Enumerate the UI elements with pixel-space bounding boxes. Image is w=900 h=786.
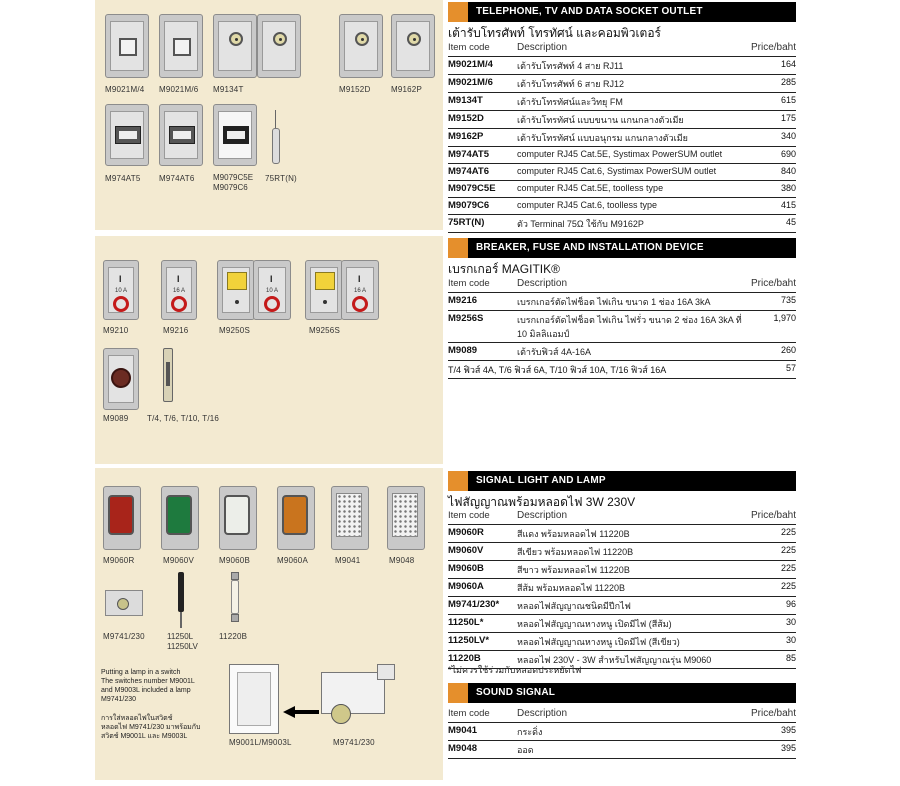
cell-price: 260	[744, 342, 796, 360]
m9089-caption: M9089	[103, 414, 129, 423]
column-header-desc: Description	[517, 40, 744, 56]
cell-price: 45	[744, 214, 796, 232]
cell-desc: กระดิ่ง	[517, 722, 744, 740]
lamp-note-thai: การใส่หลอดไฟในสวิตช์ หลอดไฟ M9741/230 มาพร้อมกับ สวิตช์ M9001L และ M9003L	[101, 715, 201, 740]
m9060a-caption: M9060A	[277, 556, 308, 565]
m974at5-caption: M974AT5	[105, 174, 141, 183]
m9048-caption: M9048	[389, 556, 415, 565]
table-row	[448, 146, 796, 163]
m9021m4-socket-image	[105, 14, 149, 78]
column-header-price: Price/baht	[744, 706, 796, 722]
lamp-11220b-caption: 11220B	[219, 632, 248, 641]
cell-code: M9021M/4	[448, 56, 517, 74]
cell-code: 75RT(N)	[448, 214, 517, 232]
telephone-section-title: TELEPHONE, TV AND DATA SOCKET OUTLET	[476, 6, 703, 17]
column-header-desc: Description	[517, 508, 744, 524]
m9216-caption: M9216	[163, 326, 189, 335]
cell-desc: หลอดไฟสัญญาณชนิดมีปีกไฟ	[517, 596, 744, 614]
table-row	[448, 310, 796, 342]
table-header-row	[448, 508, 796, 524]
table-header-row	[448, 276, 796, 292]
column-header-code: Item code	[448, 276, 517, 292]
m9134t-socket-image	[213, 14, 301, 78]
column-header-price: Price/baht	[744, 40, 796, 56]
cell-price: 30	[744, 614, 796, 632]
lamp-11220b-image	[229, 572, 241, 624]
m9001l-caption: M9001L/M9003L	[229, 738, 292, 747]
sound-price-table	[448, 706, 796, 759]
signal-subtitle: ไฟสัญญาณพร้อมหลอดไฟ 3W 230V	[448, 495, 636, 509]
m9021m6-socket-image	[159, 14, 203, 78]
accent-tab	[448, 683, 468, 703]
cell-code: M974AT6	[448, 163, 517, 180]
fuse-row-price: 57	[744, 360, 796, 378]
terminal-75rt-image	[271, 110, 281, 166]
accent-tab	[448, 471, 468, 491]
signal-section-title: SIGNAL LIGHT AND LAMP	[476, 475, 606, 486]
cell-code: M9060V	[448, 542, 517, 560]
cell-desc: computer RJ45 Cat.6, Systimax PowerSUM outlet	[517, 163, 744, 180]
column-header-code: Item code	[448, 508, 517, 524]
cell-code: M9162P	[448, 128, 517, 146]
m9060b-caption: M9060B	[219, 556, 250, 565]
table-row	[448, 740, 796, 758]
cell-desc: ตัว Terminal 75Ω ใช้กับ M9162P	[517, 214, 744, 232]
m9250s-breaker-image: I 10 A	[217, 260, 293, 320]
cell-price: 175	[744, 110, 796, 128]
table-row	[448, 74, 796, 92]
table-row	[448, 560, 796, 578]
breaker-subtitle: เบรกเกอร์ MAGITIK®	[448, 262, 560, 276]
cell-code: M9152D	[448, 110, 517, 128]
cell-code: M9048	[448, 740, 517, 758]
m9060r-caption: M9060R	[103, 556, 135, 565]
cell-desc: เต้ารับโทรทัศน์และวิทยุ FM	[517, 92, 744, 110]
table-row	[448, 163, 796, 180]
m9021m6-caption: M9021M/6	[159, 85, 199, 94]
cell-desc: สีแดง พร้อมหลอดไฟ 11220B	[517, 524, 744, 542]
table-row	[448, 578, 796, 596]
m9741-lamp-image	[105, 586, 145, 620]
cell-code: M9060B	[448, 560, 517, 578]
cell-desc: เต้ารับฟิวส์ 4A-16A	[517, 342, 744, 360]
m9162p-socket-image	[391, 14, 435, 78]
cell-desc: computer RJ45 Cat.6, toolless type	[517, 197, 744, 214]
table-row	[448, 524, 796, 542]
cell-price: 340	[744, 128, 796, 146]
cell-price: 735	[744, 292, 796, 310]
m9152d-socket-image	[339, 14, 383, 78]
m9060b-lamp-image	[219, 486, 257, 550]
cell-code: M9741/230*	[448, 596, 517, 614]
table-header-row	[448, 40, 796, 56]
m9250s-caption: M9250S	[219, 326, 250, 335]
m974at5-socket-image	[105, 104, 149, 166]
cell-desc: เต้ารับโทรทัศน์ แบบอนุกรม แกนกลางตัวเมีย	[517, 128, 744, 146]
lamp-11250-image	[175, 572, 187, 628]
table-row	[448, 722, 796, 740]
cell-price: 380	[744, 180, 796, 197]
sound-section-header	[448, 683, 796, 703]
m9152d-caption: M9152D	[339, 85, 371, 94]
signal-section-header	[448, 471, 796, 491]
cell-code: 11220B	[448, 650, 517, 668]
cell-desc: computer RJ45 Cat.5E, Systimax PowerSUM outlet	[517, 146, 744, 163]
cell-desc: สีขาว พร้อมหลอดไฟ 11220B	[517, 560, 744, 578]
fuse-row-text: T/4 ฟิวส์ 4A, T/6 ฟิวส์ 6A, T/10 ฟิวส์ 10A, T/16 ฟิวส์ 16A	[448, 360, 744, 378]
m9060v-caption: M9060V	[163, 556, 194, 565]
column-header-price: Price/baht	[744, 276, 796, 292]
cell-price: 225	[744, 542, 796, 560]
table-row	[448, 542, 796, 560]
table-row	[448, 342, 796, 360]
table-row	[448, 92, 796, 110]
cell-price: 30	[744, 632, 796, 650]
table-row	[448, 110, 796, 128]
telephone-subtitle: เต้ารับโทรศัพท์ โทรทัศน์ และคอมพิวเตอร์	[448, 26, 662, 40]
cell-code: M9089	[448, 342, 517, 360]
table-row	[448, 197, 796, 214]
cell-price: 690	[744, 146, 796, 163]
column-header-price: Price/baht	[744, 508, 796, 524]
cell-code: M9021M/6	[448, 74, 517, 92]
insert-arrow-icon	[283, 706, 319, 718]
terminal-75rt-caption: 75RT(N)	[265, 174, 297, 183]
table-row	[448, 596, 796, 614]
m9162p-caption: M9162P	[391, 85, 422, 94]
m9741-insertion-diagram	[321, 664, 397, 734]
m9079-socket-image	[213, 104, 257, 166]
cell-desc: สีเขียว พร้อมหลอดไฟ 11220B	[517, 542, 744, 560]
cell-code: M9060R	[448, 524, 517, 542]
table-row	[448, 56, 796, 74]
cell-desc: เบรกเกอร์ตัดไฟช็อต ไฟเกิน ขนาด 1 ช่อง 16A 3kA	[517, 292, 744, 310]
m9210-caption: M9210	[103, 326, 129, 335]
column-header-code: Item code	[448, 40, 517, 56]
table-row	[448, 214, 796, 232]
fuse-cartridge-image	[161, 348, 175, 404]
table-row	[448, 128, 796, 146]
cell-price: 225	[744, 524, 796, 542]
column-header-desc: Description	[517, 706, 744, 722]
cell-code: M9256S	[448, 310, 517, 342]
m9741-diagram-caption: M9741/230	[333, 738, 375, 747]
m9060a-lamp-image	[277, 486, 315, 550]
table-row	[448, 180, 796, 197]
cell-code: M9079C5E	[448, 180, 517, 197]
fuse-row	[448, 360, 796, 378]
cell-desc: เต้ารับโทรศัพท์ 6 สาย RJ12	[517, 74, 744, 92]
cell-desc: เต้ารับโทรทัศน์ แบบขนาน แกนกลางตัวเมีย	[517, 110, 744, 128]
cell-code: M9041	[448, 722, 517, 740]
cell-code: M9060A	[448, 578, 517, 596]
cell-desc: ออด	[517, 740, 744, 758]
telephone-image-panel	[95, 0, 443, 230]
breaker-price-table	[448, 276, 796, 379]
lamp-11250-caption: 11250L 11250LV	[167, 632, 198, 651]
fuses-caption: T/4, T/6, T/10, T/16	[147, 414, 220, 423]
m9134t-caption: M9134T	[213, 85, 244, 94]
cell-price: 615	[744, 92, 796, 110]
cell-price: 285	[744, 74, 796, 92]
m974at6-socket-image	[159, 104, 203, 166]
table-row	[448, 614, 796, 632]
cell-code: 11250LV*	[448, 632, 517, 650]
cell-desc: เต้ารับโทรศัพท์ 4 สาย RJ11	[517, 56, 744, 74]
column-header-desc: Description	[517, 276, 744, 292]
cell-desc: หลอดไฟ 230V - 3W สำหรับไฟสัญญาณรุ่น M9060	[517, 650, 744, 668]
m9741-caption: M9741/230	[103, 632, 145, 641]
cell-desc: computer RJ45 Cat.5E, toolless type	[517, 180, 744, 197]
cell-code: M9216	[448, 292, 517, 310]
cell-desc: เบรกเกอร์ตัดไฟช็อต ไฟเกิน ไฟรั่ว ขนาด 2 ช่อง 16A 3kA ที่ 10 มิลลิแอมป์	[517, 310, 744, 342]
m9021m4-caption: M9021M/4	[105, 85, 145, 94]
accent-tab	[448, 238, 468, 258]
m974at6-caption: M974AT6	[159, 174, 195, 183]
accent-tab	[448, 2, 468, 22]
table-header-row	[448, 706, 796, 722]
cell-price: 395	[744, 740, 796, 758]
m9060r-lamp-image	[103, 486, 141, 550]
cell-price: 85	[744, 650, 796, 668]
cell-price: 1,970	[744, 310, 796, 342]
m9041-caption: M9041	[335, 556, 361, 565]
table-row	[448, 632, 796, 650]
cell-desc: หลอดไฟสัญญาณหางหนู เปิดมีไฟ (สีส้ม)	[517, 614, 744, 632]
breaker-section-header	[448, 238, 796, 258]
m9041-bell-image	[331, 486, 369, 550]
cell-desc: สีส้ม พร้อมหลอดไฟ 11220B	[517, 578, 744, 596]
m9048-buzzer-image	[387, 486, 425, 550]
telephone-price-table	[448, 40, 796, 233]
cell-price: 395	[744, 722, 796, 740]
signal-footnote: *ไม่ควรใช้ร่วมกับหลอดประหยัดไฟ	[448, 665, 582, 675]
table-row	[448, 292, 796, 310]
cell-price: 164	[744, 56, 796, 74]
cell-price: 225	[744, 560, 796, 578]
m9089-fuse-holder-image	[103, 348, 139, 410]
cell-price: 96	[744, 596, 796, 614]
m9256s-caption: M9256S	[309, 326, 340, 335]
cell-code: M974AT5	[448, 146, 517, 163]
sound-section-title: SOUND SIGNAL	[476, 687, 556, 698]
cell-code: 11250L*	[448, 614, 517, 632]
m9079-caption: M9079C5E M9079C6	[213, 173, 254, 192]
cell-price: 415	[744, 197, 796, 214]
m9001l-switch-diagram	[229, 664, 281, 736]
breaker-section-title: BREAKER, FUSE AND INSTALLATION DEVICE	[476, 242, 704, 253]
cell-code: M9134T	[448, 92, 517, 110]
m9210-breaker-image: I 10 A	[103, 260, 139, 320]
cell-code: M9079C6	[448, 197, 517, 214]
cell-price: 840	[744, 163, 796, 180]
signal-image-panel	[95, 468, 443, 780]
cell-price: 225	[744, 578, 796, 596]
lamp-note-english: Putting a lamp in a switch The switches number M9001L and M9003L included a lamp M9741/230	[101, 669, 195, 703]
breaker-image-panel	[95, 236, 443, 464]
telephone-section-header	[448, 2, 796, 22]
cell-desc: หลอดไฟสัญญาณหางหนู เปิดมีไฟ (สีเขียว)	[517, 632, 744, 650]
m9256s-breaker-image: I 16 A	[305, 260, 381, 320]
column-header-code: Item code	[448, 706, 517, 722]
signal-price-table	[448, 508, 796, 669]
m9216-breaker-image: I 16 A	[161, 260, 197, 320]
m9060v-lamp-image	[161, 486, 199, 550]
